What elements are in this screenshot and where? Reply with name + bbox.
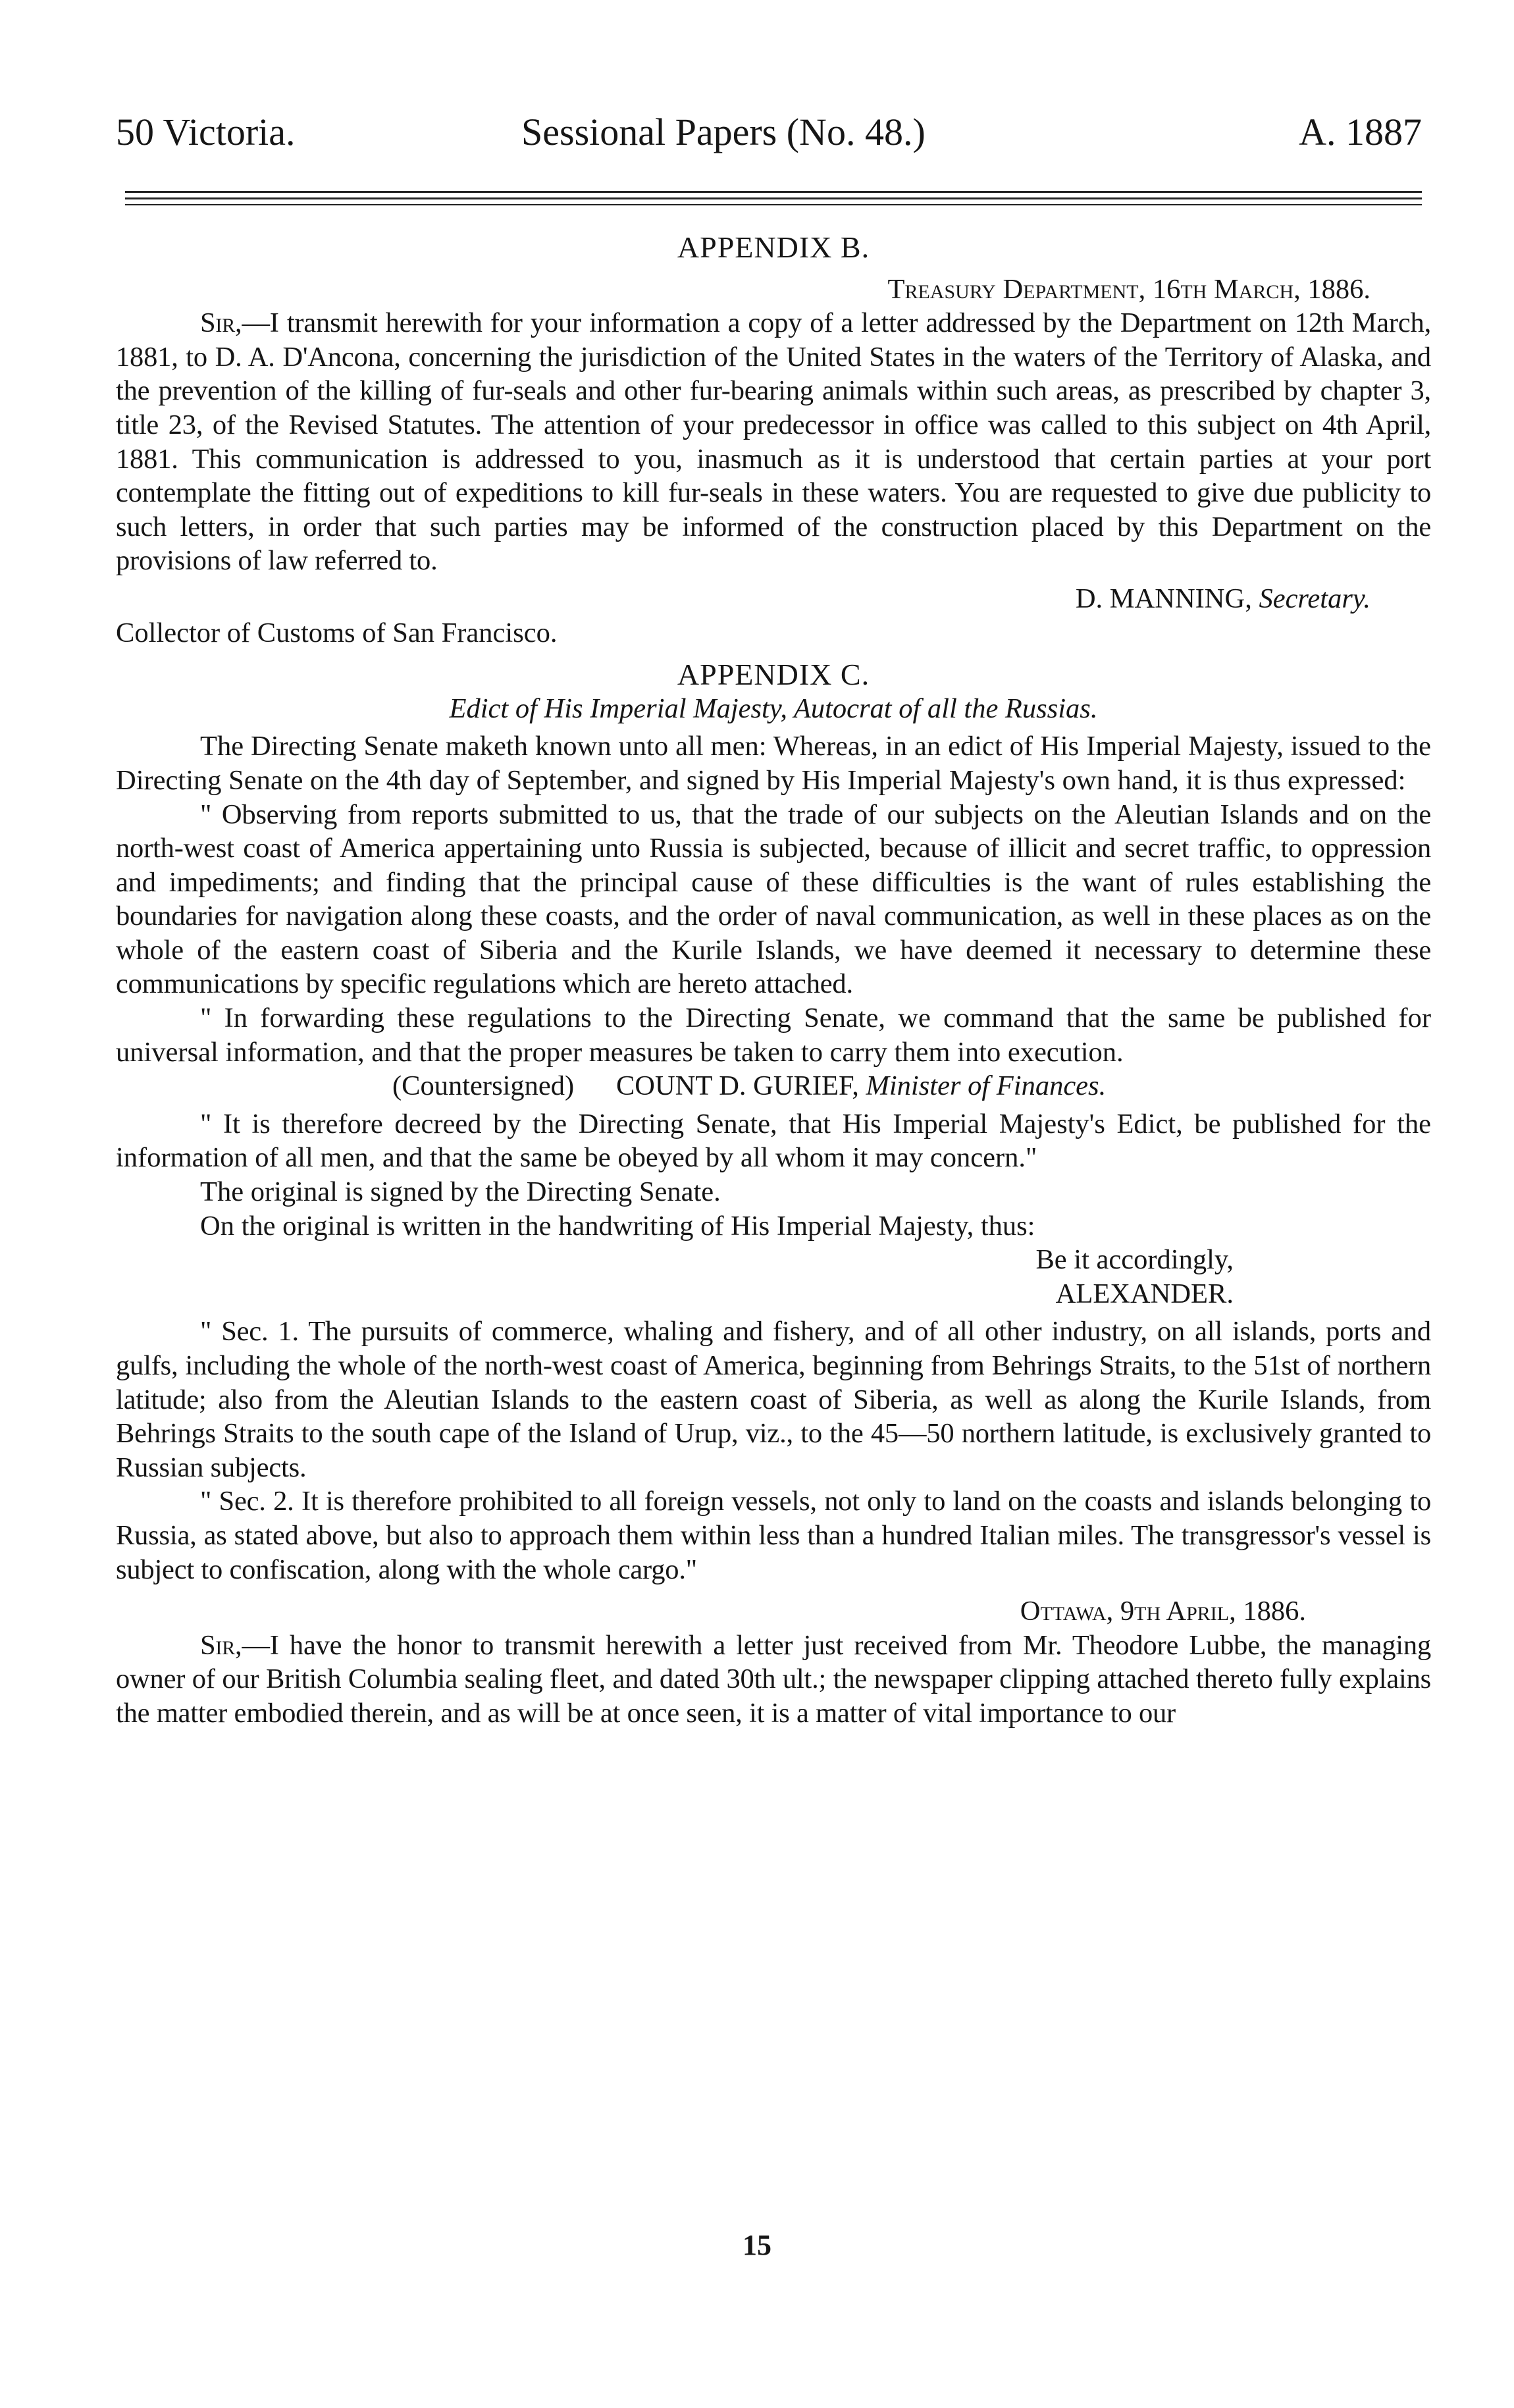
appendix-b-letter	[116, 306, 1431, 578]
appendix-c-heading: APPENDIX C.	[677, 658, 870, 692]
header-sessional-papers: Sessional Papers (No. 48.)	[521, 111, 926, 153]
appendix-b-signature	[116, 582, 1431, 616]
appendix-c-para-3: " In forwarding these regulations to the Directing Senate, we command that the same be published for universal information, and that the proper measures be taken to carry them into execution.	[116, 1003, 1431, 1068]
appendix-c-para-6: On the original is written in the handwriting of His Imperial Majesty, thus:	[200, 1210, 1035, 1242]
edict-section-2: " Sec. 2. It is therefore prohibited to all foreign vessels, not only to land on the coasts and islands belonging to Russia, as stated above, but also to approach them within less than a hundred Italian miles. The transgressor's vessel is subject to confiscation, along with the whole cargo."	[116, 1486, 1431, 1585]
countersigned-name: COUNT D. GURIEF,	[615, 1070, 859, 1102]
page-content	[116, 230, 1431, 1731]
appendix-c-para-1: The Directing Senate maketh known unto all men: Whereas, in an edict of His Imperial Majesty, issued to the Directing Senate on the 4th day of September, and signed by His Imperial Majesty's own hand, it is thus expressed:	[116, 731, 1431, 796]
header-rule-middle	[125, 197, 1422, 199]
appendix-b-body: —I transmit herewith for your information a copy of a letter addressed by the Department on 12th March, 1881, to D. A. D'Ancona, concerning the jurisdiction of the United States in the waters of the Territory of Alaska, and the prevention of the killing of fur-seals and other fur-bearing animals within such areas, as prescribed by chapter 3, title 23, of the Revised Statutes. The attention of your predecessor in office was called to this subject on 4th April, 1881. This communication is addressed to you, inasmuch as it is understood that certain parties at your port contemplate the fitting out of expeditions to kill fur-seals in these waters. You are requested to give due publicity to such letters, in order that such parties may be informed of the construction placed by this Department on the provisions of law referred to.	[116, 307, 1431, 577]
ottawa-salutation: Sir,	[200, 1629, 242, 1661]
ottawa-dateline: Ottawa, 9th April, 1886.	[1020, 1596, 1306, 1627]
appendix-b-dateline: Treasury Department, 16th March, 1886.	[887, 273, 1370, 305]
signature-name: D. MANNING,	[1075, 583, 1252, 614]
countersignature	[116, 1069, 1431, 1103]
appendix-c-para-2: " Observing from reports submitted to us, that the trade of our subjects on the Aleutian Islands and on the north-west coast of America appertaining unto Russia is subjected, because of illicit and secret traffic, to oppression and impediments; and finding that the principal cause of these difficulties is the want of rules establishing the boundaries for navigation along these coasts, and the order of naval communication, as well in these places as on the whole of the eastern coast of Siberia and the Kurile Islands, we have deemed it necessary to determine these communications by specific regulations which are hereto attached.	[116, 798, 1431, 1000]
edict-title: Edict of His Imperial Majesty, Autocrat of all the Russias.	[449, 693, 1098, 724]
appendix-b-salutation: Sir,	[200, 307, 242, 339]
ottawa-body: —I have the honor to transmit herewith a letter just received from Mr. Theodore Lubbe, the managing owner of our British Columbia sealing fleet, and dated 30th ult.; the newspaper clipping attached thereto fully explains the matter embodied therein, and as will be at once seen, it is a matter of vital importance to our	[116, 1629, 1431, 1729]
countersigned-label: (Countersigned)	[392, 1070, 575, 1102]
page-number: 15	[743, 2229, 771, 2261]
appendix-c-para-4: " It is therefore decreed by the Directing Senate, that His Imperial Majesty's Edict, be published for the information of all men, and that the same be obeyed by all whom it may concern."	[116, 1108, 1431, 1174]
edict-signer: ALEXANDER.	[1055, 1278, 1234, 1309]
header-rule-top	[125, 191, 1422, 193]
appendix-b-heading: APPENDIX B.	[677, 230, 870, 264]
appendix-c-para-5: The original is signed by the Directing Senate.	[200, 1176, 721, 1208]
signature-title: Secretary.	[1259, 583, 1370, 614]
appendix-b-addressee: Collector of Customs of San Francisco.	[116, 617, 558, 648]
edict-section-1: " Sec. 1. The pursuits of commerce, whaling and fishery, and of all other industry, on all islands, ports and gulfs, including the whole of the north-west coast of America, beginning from Behrings Straits, to the 51st of northern latitude; also from the Aleutian Islands to the eastern coast of Siberia, as well as along the Kurile Islands, from Behrings Straits to the south cape of the Island of Urup, viz., to the 45—50 northern latitude, is exclusively granted to Russian subjects.	[116, 1316, 1431, 1483]
appendix-c-subtitle	[116, 692, 1431, 726]
header-rule-bottom	[125, 204, 1422, 205]
header-session: 50 Victoria.	[116, 111, 296, 153]
countersigned-title: Minister of Finances.	[866, 1070, 1107, 1102]
page-header	[116, 109, 1422, 155]
header-year: A. 1887	[1299, 111, 1422, 153]
edict-closing: Be it accordingly,	[1035, 1244, 1234, 1276]
ottawa-letter	[116, 1629, 1431, 1731]
